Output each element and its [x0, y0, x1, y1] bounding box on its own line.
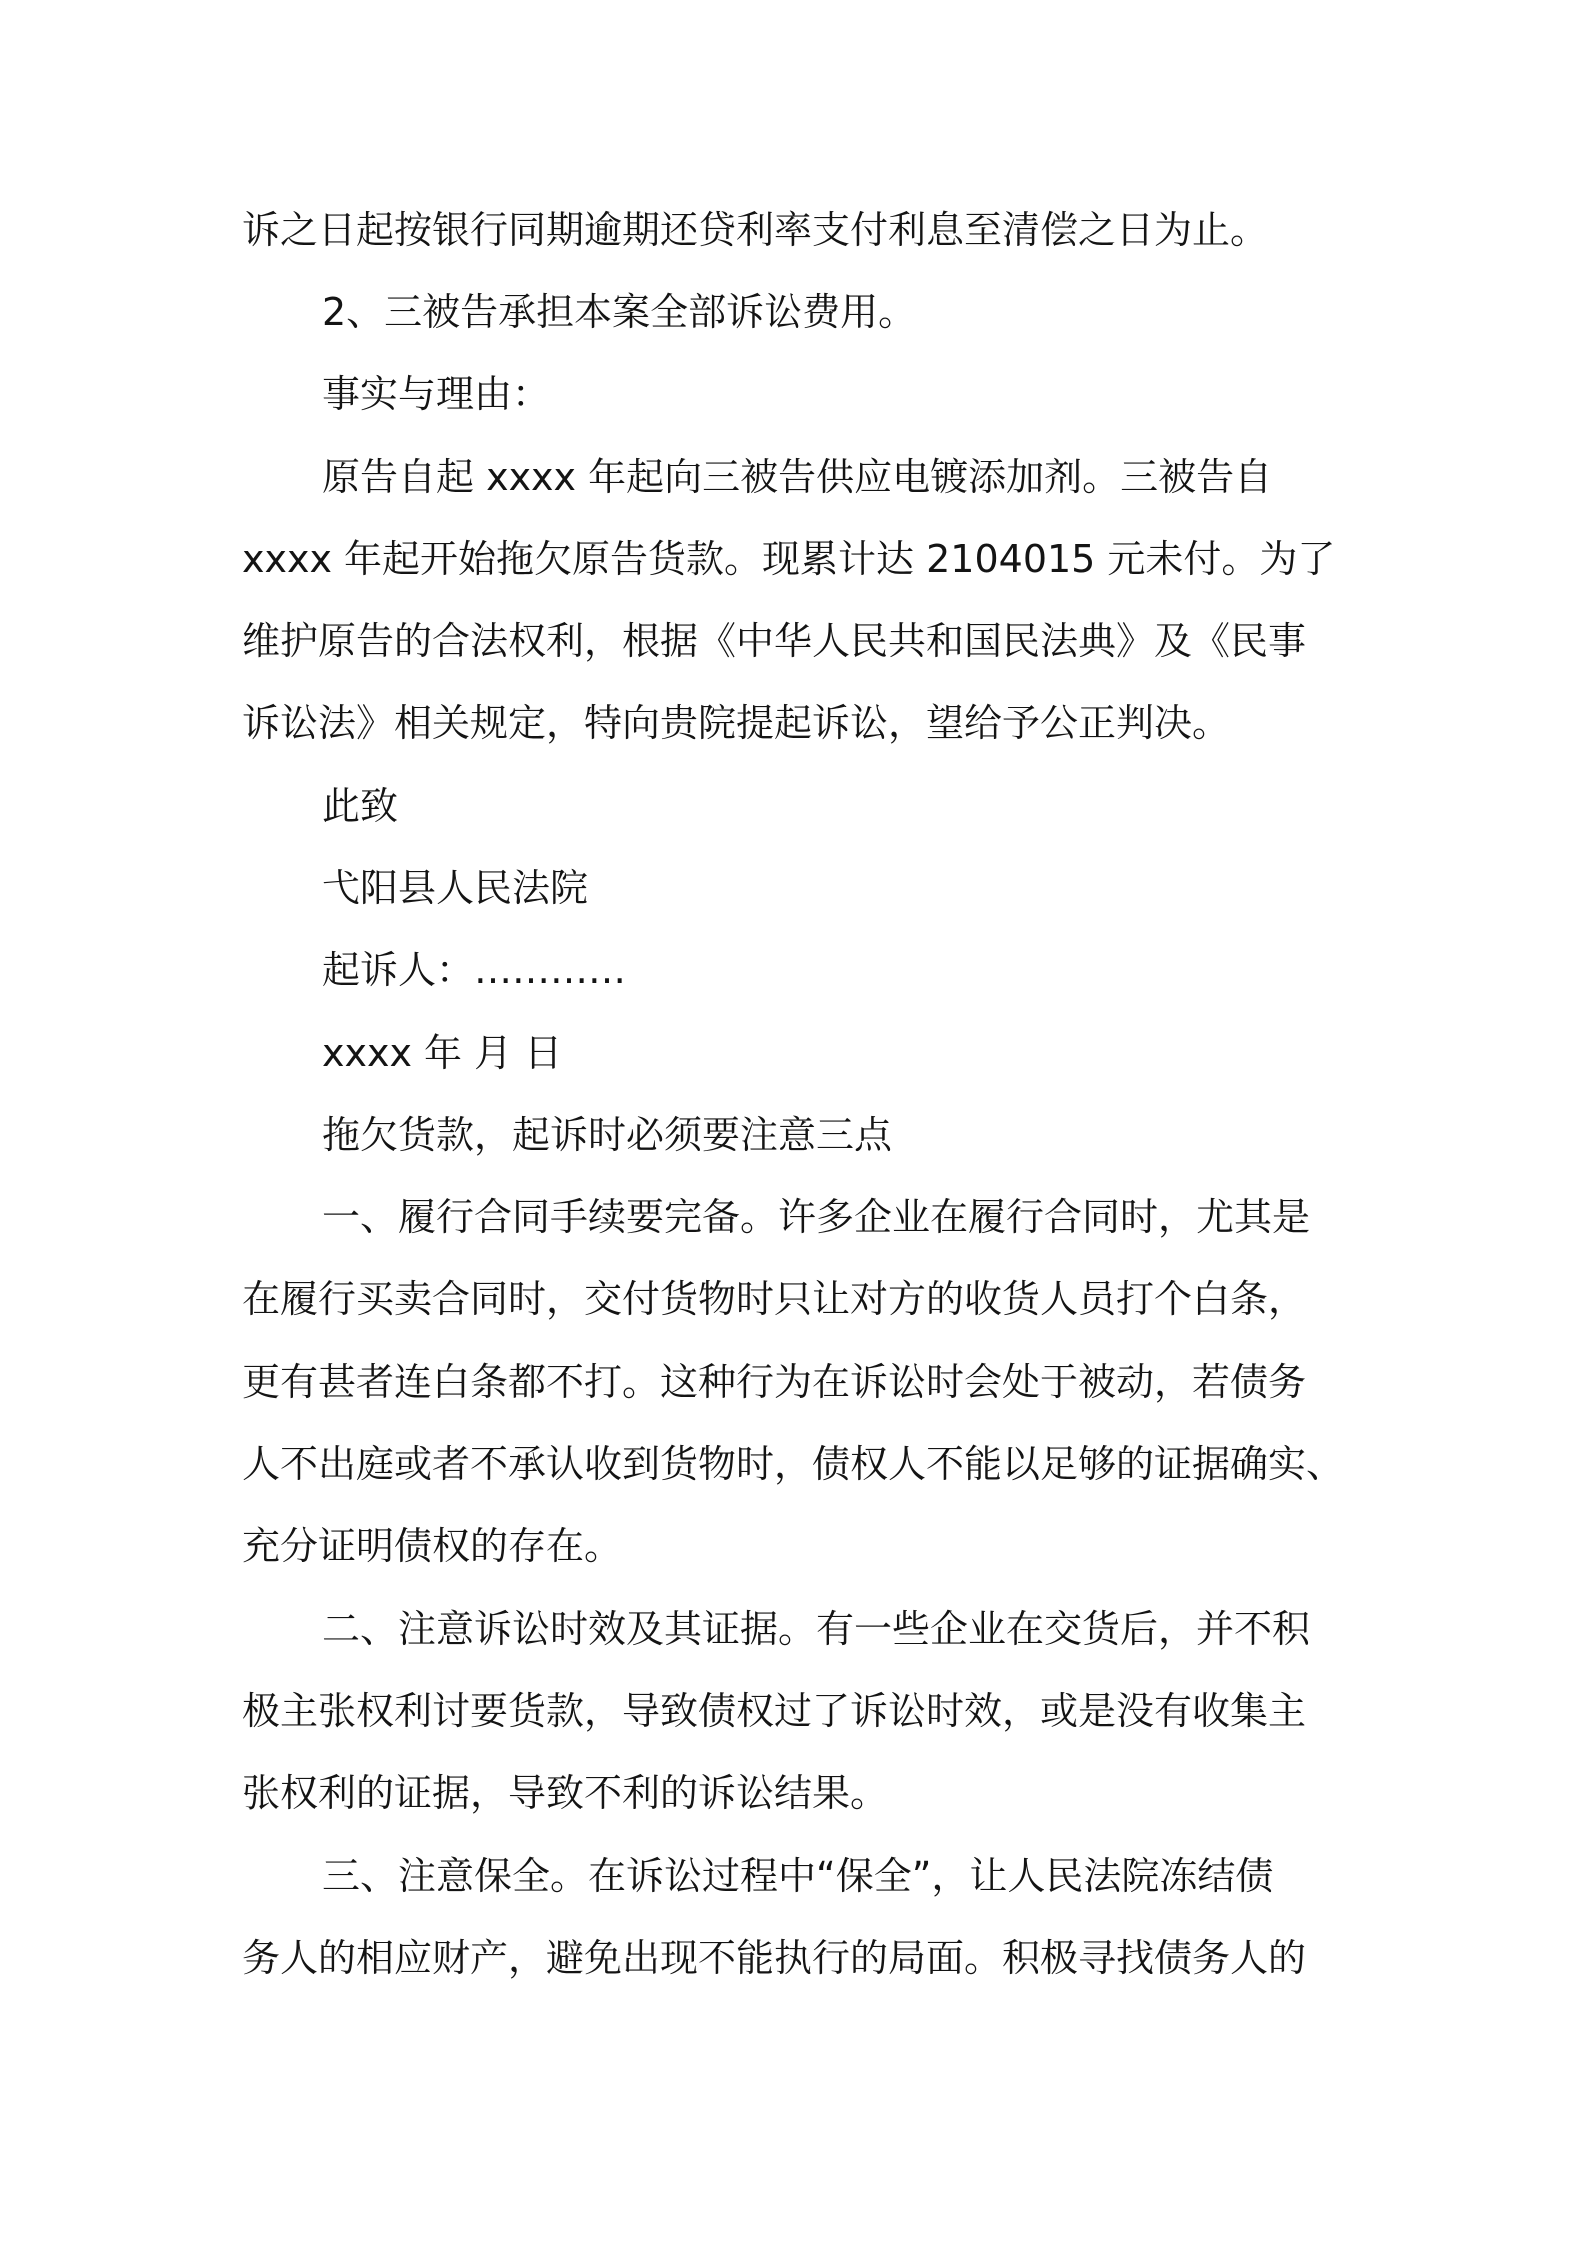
text-line-14: 在履行买卖合同时，交付货物时只让对方的收货人员打个白条，	[242, 1277, 1307, 1321]
text-line-8: 此致	[322, 784, 399, 828]
text-line-7: 诉讼法》相关规定，特向贵院提起诉讼，望给予公正判决。	[242, 701, 1231, 745]
text-line-13: 一、履行合同手续要完备。许多企业在履行合同时，尤其是	[322, 1195, 1311, 1239]
text-line-12: 拖欠货款，起诉时必须要注意三点	[322, 1113, 893, 1157]
text-line-4: 原告自起 xxxx 年起向三被告供应电镀添加剂。三被告自	[322, 455, 1273, 499]
text-line-9: 弋阳县人民法院	[322, 866, 589, 910]
text-line-21: 三、注意保全。在诉讼过程中“保全”，让人民法院冻结债	[322, 1854, 1274, 1898]
text-line-16: 人不出庭或者不承认收到货物时，债权人不能以足够的证据确实、	[242, 1442, 1345, 1486]
text-line-3: 事实与理由：	[322, 372, 551, 416]
text-line-6: 维护原告的合法权利，根据《中华人民共和国民法典》及《民事	[242, 619, 1307, 663]
text-line-5: xxxx 年起开始拖欠原告货款。现累计达 2104015 元未付。为了	[242, 537, 1336, 581]
text-line-1: 诉之日起按银行同期逾期还贷利率支付利息至清偿之日为止。	[242, 208, 1269, 252]
text-line-22: 务人的相应财产，避免出现不能执行的局面。积极寻找债务人的	[242, 1936, 1307, 1980]
text-line-10: 起诉人：…………	[322, 948, 627, 992]
text-line-19: 极主张权利讨要货款，导致债权过了诉讼时效，或是没有收集主	[242, 1689, 1307, 1733]
text-line-2: 2、三被告承担本案全部诉讼费用。	[322, 290, 917, 334]
text-line-15: 更有甚者连白条都不打。这种行为在诉讼时会处于被动，若债务	[242, 1360, 1307, 1404]
text-line-11: xxxx 年 月 日	[322, 1031, 563, 1075]
text-line-20: 张权利的证据，导致不利的诉讼结果。	[242, 1771, 889, 1815]
text-line-17: 充分证明债权的存在。	[242, 1524, 623, 1568]
text-line-18: 二、注意诉讼时效及其证据。有一些企业在交货后，并不积	[322, 1607, 1311, 1651]
